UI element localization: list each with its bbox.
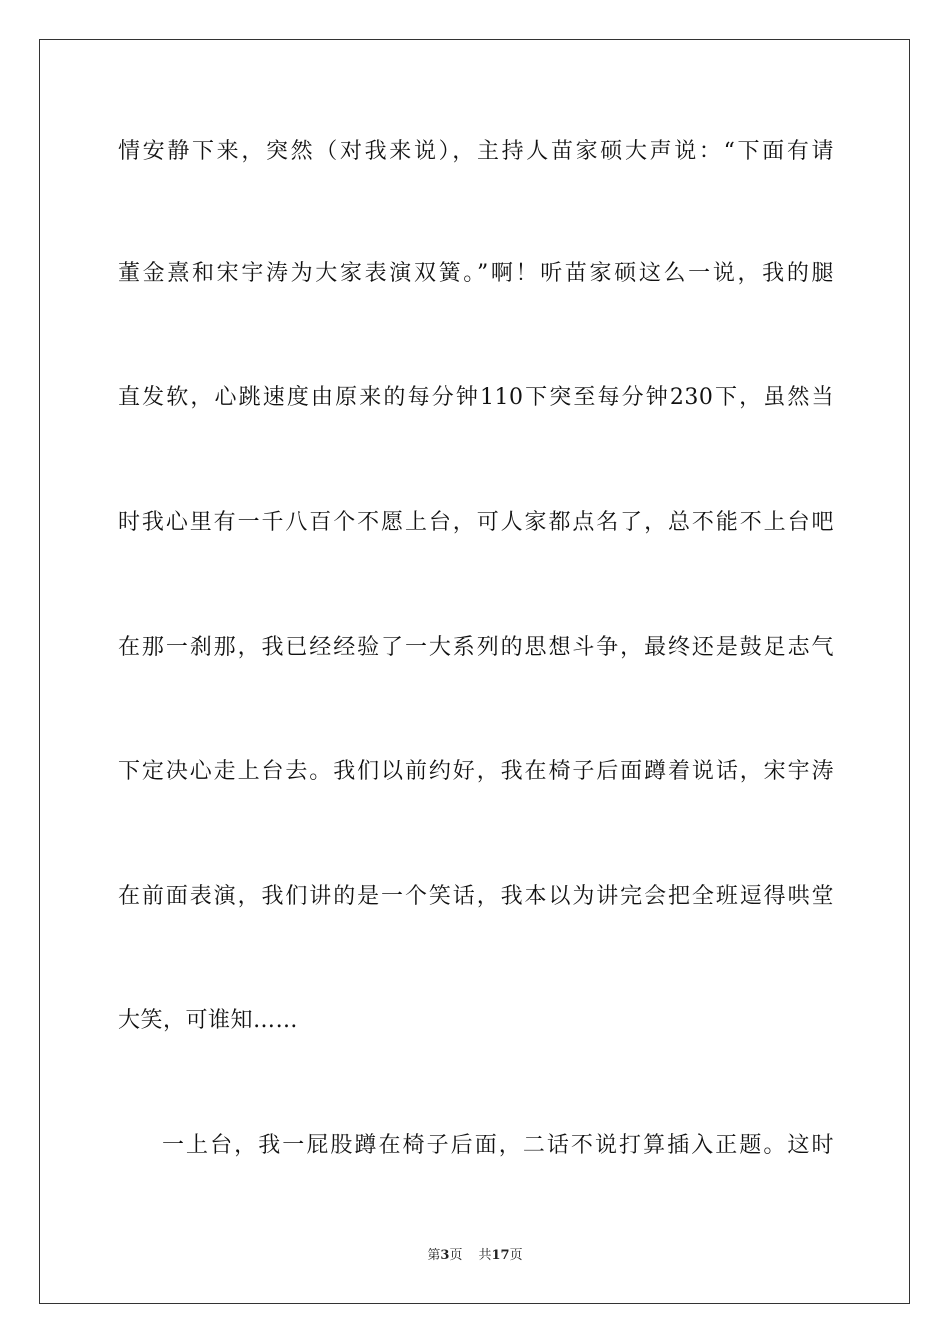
page-suffix: 页 <box>449 1248 463 1263</box>
total-prefix: 共 <box>478 1248 492 1263</box>
body-text-line-8: 大笑，可谁知…… <box>118 1008 299 1033</box>
page-prefix: 第 <box>427 1248 441 1263</box>
page-border <box>39 39 910 1304</box>
body-text-line-5: 在那一刹那，我已经经验了一大系列的思想斗争，最终还是鼓足志气 <box>118 635 834 660</box>
body-text-line-2: 董金熹和宋宇涛为大家表演双簧。”啊！听苗家硕这么一说，我的腿 <box>118 261 834 286</box>
total-suffix: 页 <box>509 1248 523 1263</box>
body-text-line-3: 直发软，心跳速度由原来的每分钟110下突至每分钟230下，虽然当 <box>118 385 835 410</box>
body-text-line-6: 下定决心走上台去。我们以前约好，我在椅子后面蹲着说话，宋宇涛 <box>118 759 834 784</box>
page-footer <box>0 1247 950 1265</box>
paragraph-first-line: 一上台，我一屁股蹲在椅子后面，二话不说打算插入正题。这时 <box>162 1133 834 1158</box>
total-pages: 17 <box>491 1248 510 1263</box>
body-text-line-4: 时我心里有一千八百个不愿上台，可人家都点名了，总不能不上台吧 <box>118 510 834 535</box>
body-text-line-7: 在前面表演，我们讲的是一个笑话，我本以为讲完会把全班逗得哄堂 <box>118 884 834 909</box>
page-number: 3 <box>440 1248 450 1263</box>
body-text-line-1: 情安静下来，突然（对我来说），主持人苗家硕大声说：“下面有请 <box>118 139 834 164</box>
